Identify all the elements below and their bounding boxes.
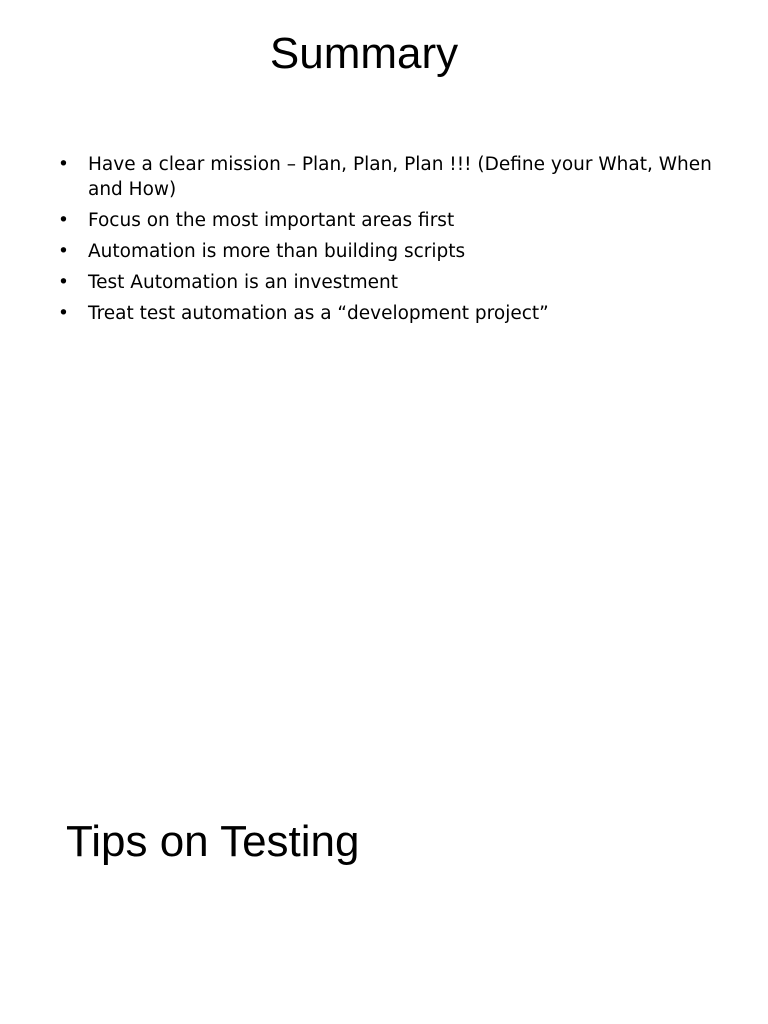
bullet-mark: • <box>58 154 69 175</box>
bullet-text: Automation is more than building scripts <box>88 241 466 262</box>
bullet-list <box>58 152 718 332</box>
slide-title: Summary <box>269 29 459 78</box>
bullet-item <box>58 301 718 326</box>
next-slide-title: Tips on Testing <box>66 817 360 866</box>
bullet-mark: • <box>58 210 69 231</box>
bullet-item <box>58 152 718 202</box>
bullet-item <box>58 208 718 233</box>
bullet-text: Treat test automation as a “development project” <box>88 303 549 324</box>
bullet-text: Test Automation is an investment <box>88 272 399 293</box>
bullet-mark: • <box>58 303 69 324</box>
bullet-item <box>58 239 718 264</box>
bullet-mark: • <box>58 272 69 293</box>
bullet-text: Have a clear mission – Plan, Plan, Plan !!! (Define your What, When and How) <box>88 154 712 200</box>
bullet-mark: • <box>58 241 69 262</box>
bullet-item <box>58 270 718 295</box>
bullet-text: Focus on the most important areas first <box>88 210 455 231</box>
